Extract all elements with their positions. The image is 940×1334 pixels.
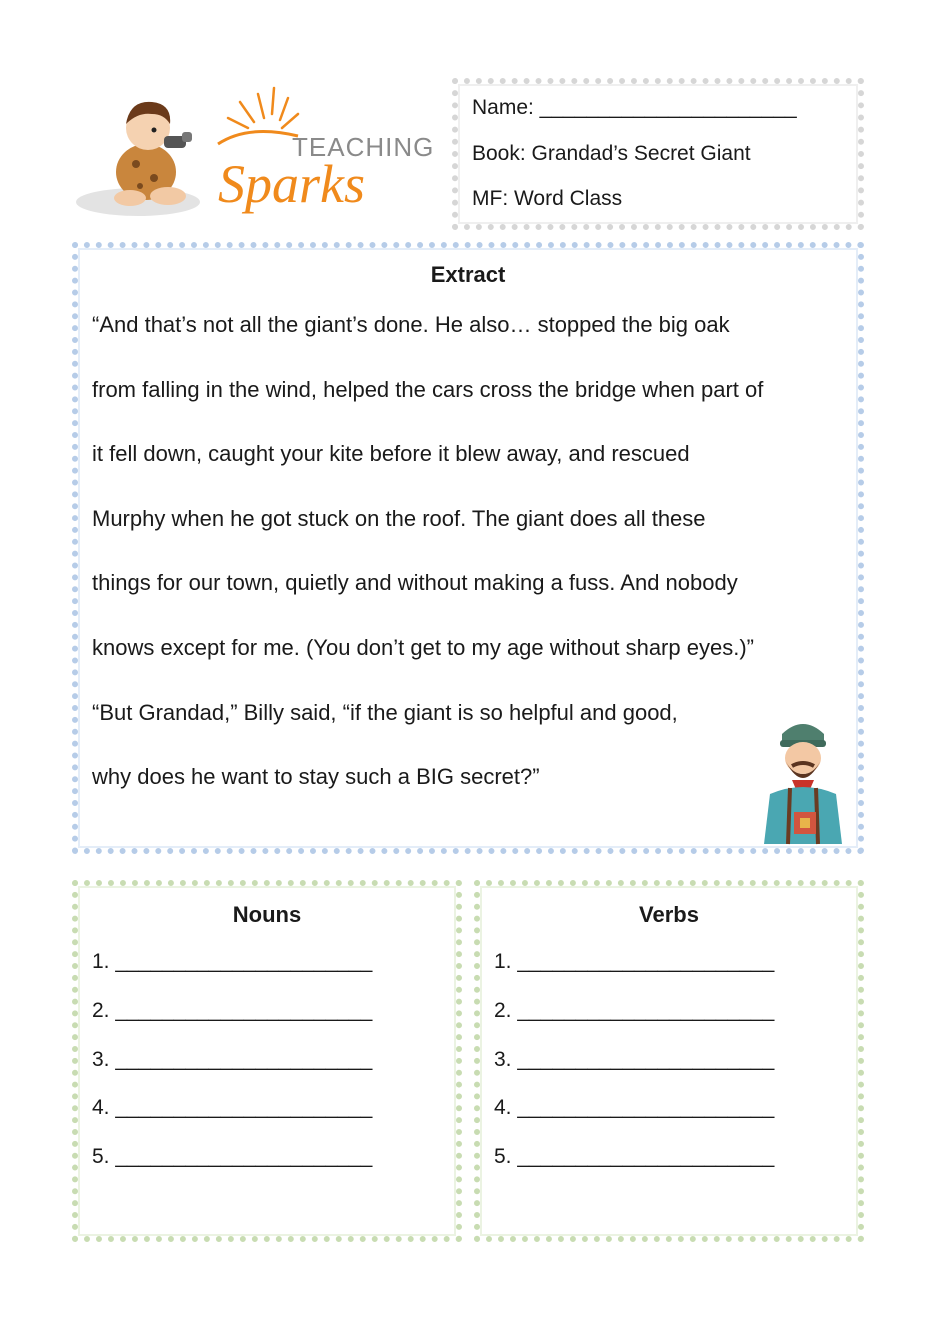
extract-line: knows except for me. (You don’t get to my age without sharp eyes.)” — [92, 635, 754, 660]
noun-answer-line[interactable]: 3. ______________________ — [92, 1048, 373, 1071]
verb-answer-line[interactable]: 3. ______________________ — [494, 1048, 775, 1071]
verb-answer-line[interactable]: 1. ______________________ — [494, 950, 775, 973]
logo-line2: Sparks — [218, 154, 365, 214]
mf-label: MF: Word Class — [472, 187, 623, 210]
student-info-box — [452, 78, 864, 230]
nouns-title: Nouns — [232, 902, 302, 927]
name-field[interactable]: Name: ______________________ — [472, 96, 797, 119]
verb-answer-line[interactable]: 2. ______________________ — [494, 999, 775, 1022]
extract-line: why does he want to stay such a BIG secret?” — [92, 764, 540, 789]
book-title: Book: Grandad’s Secret Giant — [472, 142, 751, 165]
extract-line: “But Grandad,” Billy said, “if the giant is so helpful and good, — [92, 700, 678, 725]
extract-title: Extract — [430, 262, 506, 287]
teaching-sparks-logo — [68, 84, 438, 229]
logo-line1: TEACHING — [292, 132, 435, 162]
extract-line: things for our town, quietly and without making a fuss. And nobody — [92, 570, 738, 595]
verbs-title: Verbs — [639, 902, 699, 927]
grandad-illustration-icon — [748, 714, 858, 849]
nouns-box — [72, 880, 462, 1242]
caveman-mascot-icon — [68, 84, 438, 229]
extract-line: it fell down, caught your kite before it blew away, and rescued — [92, 441, 690, 466]
noun-answer-line[interactable]: 5. ______________________ — [92, 1145, 373, 1168]
noun-answer-line[interactable]: 1. ______________________ — [92, 950, 373, 973]
extract-line: from falling in the wind, helped the cars cross the bridge when part of — [92, 377, 764, 402]
extract-line: “And that’s not all the giant’s done. He also… stopped the big oak — [92, 312, 730, 337]
verb-answer-line[interactable]: 5. ______________________ — [494, 1145, 775, 1168]
noun-answer-line[interactable]: 2. ______________________ — [92, 999, 373, 1022]
verbs-box — [474, 880, 864, 1242]
extract-line: Murphy when he got stuck on the roof. The giant does all these — [92, 506, 706, 531]
extract-box — [72, 242, 864, 854]
noun-answer-line[interactable]: 4. ______________________ — [92, 1096, 373, 1119]
verb-answer-line[interactable]: 4. ______________________ — [494, 1096, 775, 1119]
